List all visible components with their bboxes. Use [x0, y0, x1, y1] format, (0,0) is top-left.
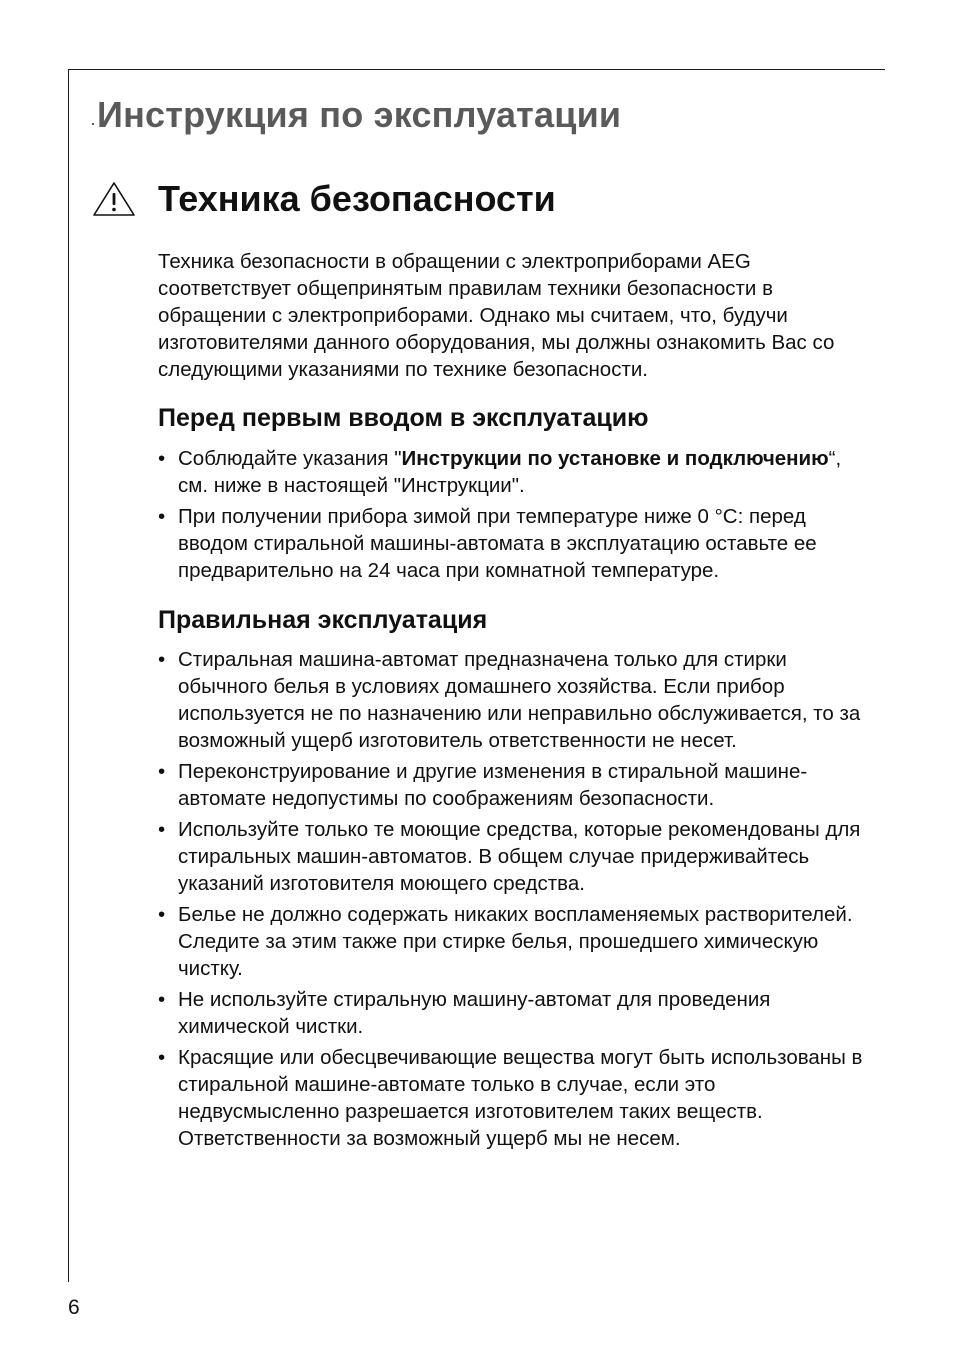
list-item	[158, 901, 870, 982]
list-item	[158, 503, 870, 584]
list-item	[158, 1044, 870, 1152]
bullet-icon: •	[158, 903, 166, 926]
bullet-icon: •	[158, 760, 166, 783]
list-item	[158, 646, 870, 754]
bullet-icon: •	[158, 447, 166, 470]
list-item	[158, 816, 870, 897]
heading-before-first-use: Перед первым вводом в эксплуатацию	[158, 404, 649, 432]
list-item	[158, 758, 870, 812]
item-text: Не используйте стиральную машину-автомат для проведения химической чистки.	[178, 988, 771, 1038]
page-number: 6	[68, 1296, 80, 1319]
bullet-icon: •	[158, 648, 166, 671]
item-text: Используйте только те моющие средства, которые рекомендованы для стиральных машин-автоматов. В общем случае придерживайтесь указаний изготовителя моющего средства.	[178, 818, 861, 895]
section-title: Техника безопасности	[158, 178, 556, 219]
main-content	[158, 248, 870, 1156]
bullet-icon: •	[158, 988, 166, 1011]
item-text: Белье не должно содержать никаких воспламеняемых растворителей. Следите за этим также при стирке белья, прошедшего химическую чистку.	[178, 903, 853, 980]
title-marker-dot	[92, 123, 94, 125]
warning-icon	[92, 181, 136, 217]
top-rule	[68, 69, 885, 70]
bullet-icon: •	[158, 818, 166, 841]
before-first-use-list	[158, 445, 870, 584]
list-item	[158, 986, 870, 1040]
bullet-icon: •	[158, 505, 166, 528]
item-text-bold: Инструкции по установке и подключению	[401, 447, 829, 470]
item-text: При получении прибора зимой при температуре ниже 0 °C: перед вводом стиральной машины-автомата в эксплуатацию оставьте ее предварительно на 24 часа при комнатной температуре.	[178, 505, 817, 582]
proper-use-list	[158, 646, 870, 1152]
item-text: Красящие или обесцвечивающие вещества могут быть использованы в стиральной машине-автомате только в случае, если это недвусмысленно разрешается изготовителем таких веществ. Ответственности за возможный ущерб мы не несем.	[178, 1046, 863, 1150]
item-text-pre: Соблюдайте указания "	[178, 447, 402, 470]
list-item	[158, 445, 870, 499]
item-text: Переконструирование и другие изменения в стиральной машине-автомате недопустимы по соображениям безопасности.	[178, 760, 808, 810]
heading-proper-use: Правильная эксплуатация	[158, 606, 488, 634]
left-margin-rule	[68, 69, 69, 1282]
bullet-icon: •	[158, 1046, 166, 1069]
item-text: Стиральная машина-автомат предназначена только для стирки обычного белья в условиях домашнего хозяйства. Если прибор используется не по назначению или неправильно обслуживается, то за возможный ущерб изготовитель ответственности не несет.	[178, 648, 861, 752]
item-text-post: “, см. ниже в настоящей "Инструкции".	[178, 447, 842, 497]
document-title: Инструкция по эксплуатации	[97, 94, 622, 135]
intro-paragraph: Техника безопасности в обращении с электроприборами AEG соответствует общепринятым правилам техники безопасности в обращении с электроприборами. Однако мы считаем, что, будучи изготовителями данного оборудования, мы должны ознакомить Вас со следующими указаниями по технике безопасности.	[158, 250, 835, 381]
